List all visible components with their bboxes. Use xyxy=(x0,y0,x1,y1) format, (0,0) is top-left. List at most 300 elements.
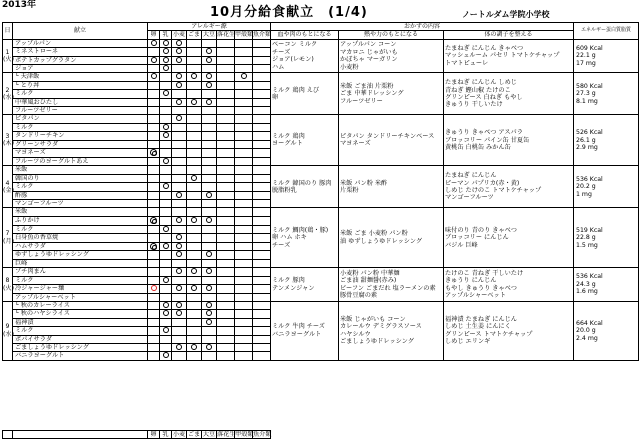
col-nutrition: エネルギー蛋白質脂質 xyxy=(574,23,639,40)
dish-name: 白身魚の香草焼 xyxy=(13,234,148,242)
allergen-mark xyxy=(217,318,235,326)
allergen-mark xyxy=(148,56,160,64)
footer-allergen: 小麦 xyxy=(172,431,186,438)
circle-mark-icon xyxy=(163,243,169,249)
allergen-mark xyxy=(172,183,187,191)
table-row xyxy=(3,73,639,81)
circle-mark-icon xyxy=(151,57,157,63)
circle-mark-icon xyxy=(163,310,169,316)
circle-mark-icon xyxy=(163,277,169,283)
blood-ingredients: ミルク 鶏肉 えび 卵 xyxy=(271,73,339,115)
allergen-mark xyxy=(202,98,217,106)
allergen-mark xyxy=(160,259,172,267)
allergen-mark xyxy=(217,39,235,47)
allergen-mark xyxy=(187,200,202,208)
allergen-mark xyxy=(217,225,235,233)
allergen-mark xyxy=(172,225,187,233)
allergen-mark xyxy=(160,140,172,148)
day-cell: 8 (火) xyxy=(3,268,13,302)
allergen-mark xyxy=(172,318,187,326)
dish-name: ごましょうゆドレッシング xyxy=(13,343,148,351)
allergen-mark xyxy=(202,81,217,89)
allergen-mark xyxy=(253,81,271,89)
allergen-mark xyxy=(235,225,253,233)
allergen-mark xyxy=(202,234,217,242)
blood-ingredients: ミルク 牛肉 チーズ バニラヨーグルト xyxy=(271,301,339,360)
allergen-mark xyxy=(148,191,160,199)
allergen-mark xyxy=(172,158,187,166)
allergen-mark xyxy=(187,191,202,199)
day-cell: 1 (火) xyxy=(3,39,13,73)
allergen-mark xyxy=(148,107,160,115)
allergen-mark xyxy=(160,251,172,259)
allergen-mark xyxy=(235,123,253,131)
allergen-mark xyxy=(187,149,202,158)
allergen-mark xyxy=(202,276,217,284)
allergen-mark xyxy=(148,123,160,131)
nutrition-values: 664 Kcal 20.0 g 2.4 mg xyxy=(574,301,639,360)
circle-mark-icon xyxy=(151,73,157,79)
allergen-mark xyxy=(202,115,217,123)
circle-mark-icon xyxy=(206,285,212,291)
allergen-mark xyxy=(172,191,187,199)
table-row xyxy=(3,39,639,47)
circle-mark-icon xyxy=(206,251,212,257)
allergen-mark xyxy=(148,166,160,174)
allergen-mark xyxy=(160,166,172,174)
allergen-mark xyxy=(217,251,235,259)
allergen-mark xyxy=(187,56,202,64)
circle-mark-icon xyxy=(206,99,212,105)
allergen-mark xyxy=(253,318,271,326)
allergen-mark xyxy=(217,158,235,166)
allergen-mark xyxy=(202,301,217,309)
allergen-mark xyxy=(172,301,187,309)
circle-mark-icon xyxy=(191,99,197,105)
allergen-mark xyxy=(160,149,172,158)
allergen-mark xyxy=(187,208,202,216)
allergen-mark xyxy=(235,335,253,343)
allergen-mark xyxy=(235,158,253,166)
allergen-mark xyxy=(172,90,187,98)
circle-mark-icon xyxy=(163,124,169,130)
energy-ingredients: 米飯 ごま 小麦粉 パン粉 油 ゆずしょうゆドレッシング xyxy=(339,208,444,268)
footer-allergen: 乳 xyxy=(160,431,172,439)
allergen-mark xyxy=(187,107,202,115)
allergen-mark xyxy=(235,98,253,106)
dish-name: ジョア xyxy=(13,65,148,73)
allergen-mark xyxy=(187,48,202,56)
allergen-mark xyxy=(217,352,235,360)
allergen-mark xyxy=(235,234,253,242)
allergen-mark xyxy=(217,140,235,148)
allergen-mark xyxy=(160,174,172,182)
allergen-mark xyxy=(172,251,187,259)
allergen-mark xyxy=(172,200,187,208)
dish-name: ミルク xyxy=(13,90,148,98)
allergen-mark xyxy=(253,335,271,343)
table-row xyxy=(3,166,639,174)
day-cell: 2 (水) xyxy=(3,73,13,115)
allergen-mark xyxy=(172,48,187,56)
allergen-mark xyxy=(217,208,235,216)
allergen-mark xyxy=(202,90,217,98)
circle-mark-icon xyxy=(176,234,182,240)
allergen-mark xyxy=(253,259,271,267)
col-allergen: 魚介類 xyxy=(253,31,272,39)
allergen-mark xyxy=(217,301,235,309)
allergen-mark xyxy=(202,183,217,191)
allergen-mark xyxy=(253,166,271,174)
allergen-mark xyxy=(235,90,253,98)
allergen-mark xyxy=(253,183,271,191)
allergen-mark xyxy=(187,293,202,301)
allergen-mark xyxy=(217,234,235,242)
allergen-mark xyxy=(217,310,235,318)
allergen-mark xyxy=(160,293,172,301)
dish-name: 米飯 xyxy=(13,166,148,174)
dish-name: ふりかけ xyxy=(13,216,148,225)
allergen-mark xyxy=(202,268,217,276)
allergen-mark xyxy=(202,216,217,225)
allergen-mark xyxy=(253,343,271,351)
circle-mark-icon xyxy=(176,243,182,249)
circle-mark-icon xyxy=(163,183,169,189)
dish-name: 巨峰 xyxy=(13,259,148,267)
allergen-mark xyxy=(148,98,160,106)
allergen-mark xyxy=(160,56,172,64)
col-day: 日 xyxy=(3,23,13,40)
circle-mark-icon xyxy=(176,99,182,105)
allergen-mark xyxy=(253,158,271,166)
allergen-mark xyxy=(217,81,235,89)
allergen-mark xyxy=(160,343,172,351)
circle-mark-icon xyxy=(176,251,182,257)
allergen-mark xyxy=(217,335,235,343)
allergen-mark xyxy=(235,115,253,123)
energy-ingredients: 米飯 パン粉 米酢 片栗粉 xyxy=(339,166,444,208)
allergen-mark xyxy=(235,73,253,81)
allergen-mark xyxy=(253,293,271,301)
blood-ingredients: ミルク 韓国のり 豚肉 脱脂粉乳 xyxy=(271,166,339,208)
footer-allergen: 卵 xyxy=(148,431,160,439)
circle-mark-icon xyxy=(206,319,212,325)
allergen-mark xyxy=(253,268,271,276)
allergen-mark xyxy=(172,352,187,360)
energy-ingredients: 米飯 じゃがいも コーン カレールウ デミグラスソース ハヤシルウ ごましょうゆドレッシング xyxy=(339,301,444,360)
circle-mark-icon xyxy=(163,352,169,358)
allergen-mark xyxy=(148,242,160,251)
circle-mark-icon xyxy=(206,57,212,63)
allergen-mark xyxy=(172,123,187,131)
circle-mark-icon xyxy=(206,48,212,54)
double-circle-mark-icon xyxy=(150,217,157,224)
allergen-mark xyxy=(253,191,271,199)
allergen-mark xyxy=(217,166,235,174)
allergen-mark xyxy=(187,132,202,140)
day-cell: 7 (月) xyxy=(3,208,13,268)
nutrition-values: 580 Kcal 27.3 g 8.1 mg xyxy=(574,73,639,115)
allergen-mark xyxy=(172,65,187,73)
allergen-mark xyxy=(172,107,187,115)
page-title: 10月分給食献立 (1/4) xyxy=(210,5,368,20)
circle-mark-icon xyxy=(151,40,157,46)
dish-name: 韓国のり xyxy=(13,174,148,182)
allergen-mark xyxy=(253,123,271,131)
allergen-mark xyxy=(172,268,187,276)
circle-mark-icon xyxy=(206,268,212,274)
dish-name: ゆずしょうゆドレッシング xyxy=(13,251,148,259)
footer-allergen: 甲殻類 xyxy=(235,431,254,438)
allergen-mark xyxy=(160,200,172,208)
red-circle-mark-icon xyxy=(151,285,157,291)
allergen-mark xyxy=(172,327,187,335)
dish-name: アップルパン xyxy=(13,39,148,47)
allergen-mark xyxy=(217,216,235,225)
allergen-mark xyxy=(187,115,202,123)
allergen-mark xyxy=(202,200,217,208)
blood-ingredients: ミルク 豚肉 テンメンジャン xyxy=(271,268,339,302)
condition-ingredients: たまねぎ にんじん しめじ 青ねぎ 鰹山椒 たけのこ グリンピース 白ねぎ もやし きゅうり 干しいたけ xyxy=(444,73,574,115)
allergen-mark xyxy=(235,56,253,64)
dish-name: ミルク xyxy=(13,327,148,335)
allergen-mark xyxy=(148,268,160,276)
double-circle-mark-icon xyxy=(150,149,157,156)
allergen-mark xyxy=(253,174,271,182)
allergen-mark xyxy=(187,174,202,182)
allergen-mark xyxy=(253,90,271,98)
allergen-mark xyxy=(202,39,217,47)
allergen-mark xyxy=(160,352,172,360)
circle-mark-icon xyxy=(163,302,169,308)
allergen-mark xyxy=(187,343,202,351)
footer-allergen-row xyxy=(2,430,639,439)
allergen-mark xyxy=(217,268,235,276)
nutrition-values: 519 Kcal 22.8 g 1.5 mg xyxy=(574,208,639,268)
day-cell: 3 (木) xyxy=(3,115,13,166)
allergen-mark xyxy=(160,276,172,284)
circle-mark-icon xyxy=(163,40,169,46)
dish-name: └ 秋のハヤシライス xyxy=(13,310,148,318)
allergen-mark xyxy=(148,285,160,293)
allergen-mark xyxy=(253,208,271,216)
allergen-mark xyxy=(187,73,202,81)
allergen-mark xyxy=(172,216,187,225)
dish-name: 酢豚 xyxy=(13,191,148,199)
allergen-mark xyxy=(202,166,217,174)
circle-mark-icon xyxy=(191,285,197,291)
allergen-mark xyxy=(202,73,217,81)
allergen-mark xyxy=(253,48,271,56)
blood-ingredients: ミルク 鶏肉 ヨーグルト xyxy=(271,115,339,166)
condition-ingredients: 福神漬 たまねぎ にんじん しめじ 土生姜 にんにく グリンピース トマトケチャップ しめじ エリンギ xyxy=(444,301,574,360)
dish-name: ミルク xyxy=(13,276,148,284)
allergen-mark xyxy=(253,327,271,335)
day-cell: 4 (金) xyxy=(3,166,13,208)
circle-mark-icon xyxy=(176,115,182,121)
allergen-mark xyxy=(202,191,217,199)
allergen-mark xyxy=(235,200,253,208)
circle-mark-icon xyxy=(206,310,212,316)
allergen-mark xyxy=(187,123,202,131)
allergen-mark xyxy=(187,158,202,166)
allergen-mark xyxy=(217,123,235,131)
allergen-mark xyxy=(217,107,235,115)
allergen-mark xyxy=(148,327,160,335)
allergen-mark xyxy=(253,56,271,64)
circle-mark-icon xyxy=(206,73,212,79)
day-cell: 9 (水) xyxy=(3,301,13,360)
allergen-mark xyxy=(148,301,160,309)
allergen-mark xyxy=(202,48,217,56)
allergen-mark xyxy=(160,48,172,56)
allergen-mark xyxy=(187,285,202,293)
allergen-mark xyxy=(253,225,271,233)
condition-ingredients: きゅうり きゃべつ アスパラ ブロッコリー パイン缶 甘夏缶 黄桃缶 白桃缶 みかん缶 xyxy=(444,115,574,166)
year-label: 2013年 xyxy=(2,0,37,10)
allergen-mark xyxy=(160,90,172,98)
dish-name: ハムサラダ xyxy=(13,242,148,251)
allergen-mark xyxy=(202,335,217,343)
allergen-mark xyxy=(172,335,187,343)
allergen-mark xyxy=(253,242,271,251)
nutrition-values: 526 Kcal 26.1 g 2.9 mg xyxy=(574,115,639,166)
circle-mark-icon xyxy=(176,310,182,316)
circle-mark-icon xyxy=(163,327,169,333)
allergen-mark xyxy=(148,259,160,267)
nutrition-values: 536 Kcal 24.3 g 1.6 mg xyxy=(574,268,639,302)
allergen-mark xyxy=(172,149,187,158)
allergen-mark xyxy=(148,310,160,318)
allergen-mark xyxy=(202,132,217,140)
circle-mark-icon xyxy=(191,73,197,79)
dish-name: 米飯 xyxy=(13,208,148,216)
circle-mark-icon xyxy=(163,132,169,138)
allergen-mark xyxy=(235,318,253,326)
allergen-mark xyxy=(202,107,217,115)
allergen-mark xyxy=(160,310,172,318)
allergen-mark xyxy=(202,158,217,166)
circle-mark-icon xyxy=(176,285,182,291)
allergen-mark xyxy=(160,132,172,140)
allergen-mark xyxy=(160,242,172,251)
circle-mark-icon xyxy=(191,175,197,181)
allergen-mark xyxy=(202,65,217,73)
allergen-mark xyxy=(187,81,202,89)
table-row xyxy=(3,208,639,216)
allergen-mark xyxy=(172,39,187,47)
allergen-mark xyxy=(235,259,253,267)
allergen-mark xyxy=(235,107,253,115)
allergen-mark xyxy=(235,327,253,335)
col-allergen: 小麦 xyxy=(172,31,185,39)
dish-name: マヨネーズ xyxy=(13,149,148,158)
allergen-mark xyxy=(160,123,172,131)
allergen-mark xyxy=(148,234,160,242)
allergen-mark xyxy=(187,65,202,73)
circle-mark-icon xyxy=(163,90,169,96)
circle-mark-icon xyxy=(206,217,212,223)
allergen-mark xyxy=(235,276,253,284)
allergen-mark xyxy=(148,335,160,343)
allergen-mark xyxy=(202,310,217,318)
allergen-mark xyxy=(253,115,271,123)
dish-name: └ 天津飯 xyxy=(13,73,148,81)
col-ingredients-group: おかずの内容 xyxy=(271,23,574,31)
allergen-mark xyxy=(160,216,172,225)
allergen-mark xyxy=(253,301,271,309)
allergen-mark xyxy=(187,327,202,335)
dish-name: グリーンサラダ xyxy=(13,140,148,148)
allergen-mark xyxy=(235,208,253,216)
allergen-mark xyxy=(202,242,217,251)
condition-ingredients: たけのこ 青ねぎ 干しいたけ きゅうり にんじん もやし きゅうり きゃべつ アップルシャーベット xyxy=(444,268,574,302)
allergen-mark xyxy=(172,132,187,140)
col-allergen: 大豆 xyxy=(202,31,215,39)
allergen-mark xyxy=(235,183,253,191)
circle-mark-icon xyxy=(241,73,247,79)
dish-name: ピタパン xyxy=(13,115,148,123)
col-allergen: 落花生 xyxy=(217,31,236,39)
allergen-mark xyxy=(160,183,172,191)
allergen-mark xyxy=(160,268,172,276)
col-allergen: 乳 xyxy=(160,31,172,39)
allergen-mark xyxy=(202,259,217,267)
allergen-mark xyxy=(172,242,187,251)
allergen-mark xyxy=(187,234,202,242)
allergen-mark xyxy=(235,301,253,309)
table-row xyxy=(3,268,639,276)
circle-mark-icon xyxy=(163,48,169,54)
dish-name: └ とり丼 xyxy=(13,81,148,89)
allergen-mark xyxy=(172,234,187,242)
allergen-mark xyxy=(187,268,202,276)
allergen-mark xyxy=(217,191,235,199)
allergen-mark xyxy=(253,149,271,158)
dish-name: ポテトカップグラタン xyxy=(13,56,148,64)
dish-name: アップルシャーベット xyxy=(13,293,148,301)
dish-name: ミルク xyxy=(13,183,148,191)
allergen-mark xyxy=(172,310,187,318)
allergen-mark xyxy=(160,301,172,309)
allergen-mark xyxy=(160,234,172,242)
allergen-mark xyxy=(202,225,217,233)
allergen-mark xyxy=(235,81,253,89)
allergen-mark xyxy=(160,285,172,293)
dish-name: 福神漬 xyxy=(13,318,148,326)
allergen-mark xyxy=(148,200,160,208)
allergen-mark xyxy=(160,208,172,216)
allergen-mark xyxy=(253,251,271,259)
footer-allergen: 大豆 xyxy=(202,431,216,438)
allergen-mark xyxy=(187,259,202,267)
allergen-mark xyxy=(160,335,172,343)
allergen-mark xyxy=(202,285,217,293)
dish-name: └ 秋のカレーライス xyxy=(13,301,148,309)
dish-name: フルーツゼリー xyxy=(13,107,148,115)
dish-name: プチ肉まん xyxy=(13,268,148,276)
allergen-mark xyxy=(253,310,271,318)
circle-mark-icon xyxy=(176,48,182,54)
condition-ingredients: たまねぎ にんじん ピーマン パプリカ(赤・黄) しめじ たけのこ トマトケチャップ マンゴーフルーツ xyxy=(444,166,574,208)
allergen-mark xyxy=(217,285,235,293)
allergen-mark xyxy=(253,352,271,360)
allergen-mark xyxy=(172,276,187,284)
dish-name: 冷ジャージャー麺 xyxy=(13,285,148,293)
allergen-mark xyxy=(253,285,271,293)
energy-ingredients: アップルパン コーン マカロニ じゃがいも かぼちゃ マーガリン 小麦粉 xyxy=(339,39,444,73)
allergen-mark xyxy=(148,73,160,81)
